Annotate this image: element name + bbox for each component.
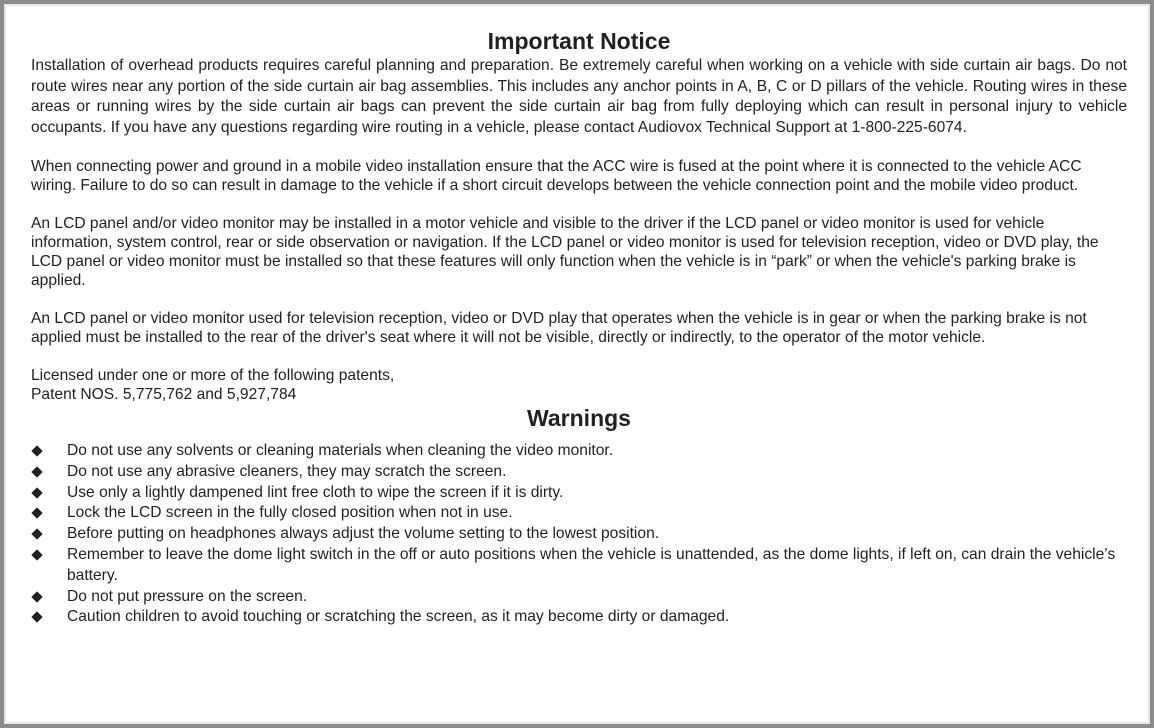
warning-item <box>31 483 1127 504</box>
diamond-bullet-icon <box>31 591 42 602</box>
diamond-bullet-icon <box>31 529 42 540</box>
notice-paragraph-airbag: Installation of overhead products requires careful planning and preparation. Be extremely careful when working on a vehicle with side curtain air bags. Do not route wires near any portion of the side curtain air bag assemblies. This includes any anchor points in A, B, C or D pillars of the vehicle. Routing wires in these areas or running wires by the side curtain air bags can prevent the side curtain air bag from fully deploying which can result in personal injury to vehicle occupants. If you have any questions regarding wire routing in a vehicle, please contact Audiovox Technical Support at 1-800-225-6074. <box>31 57 1127 136</box>
notice-paragraph-acc-wiring: When connecting power and ground in a mobile video installation ensure that the ACC wire is fused at the point where it is connected to the vehicle ACC wiring. Failure to do so can result in damage to the vehicle if a short circuit develops between the vehicle connection point and the mobile video product. <box>31 158 1082 194</box>
warning-item <box>31 545 1127 587</box>
warning-text: Do not use any solvents or cleaning materials when cleaning the video monitor. <box>67 442 614 459</box>
diamond-bullet-icon <box>31 466 42 477</box>
diamond-bullet-icon <box>31 508 42 519</box>
warning-text: Before putting on headphones always adjust the volume setting to the lowest position. <box>67 525 660 543</box>
warning-text: Remember to leave the dome light switch in the off or auto positions when the vehicle is unattended, as the dome lights, if left on, can drain the vehicle’s battery. <box>67 545 1116 584</box>
warnings-title: Warnings <box>527 405 631 431</box>
warning-item <box>31 587 1127 608</box>
notice-paragraph-lcd-visibility: An LCD panel and/or video monitor may be installed in a motor vehicle and visible to the driver if the LCD panel or video monitor is used for vehicle information, system control, rear or side observation or navigation. If the LCD panel or video monitor is used for television reception, video or DVD play, the LCD panel or video monitor must be installed so that these features will only function when the vehicle is in “park” or when the vehicle's parking brake is applied. <box>31 215 1099 289</box>
diamond-bullet-icon <box>31 445 42 456</box>
important-notice-title: Important Notice <box>487 28 671 54</box>
warnings-list <box>31 441 1127 628</box>
paragraph-spacer <box>31 138 1127 157</box>
warning-item <box>31 462 1127 483</box>
warning-item <box>31 607 1127 628</box>
warning-item <box>31 503 1127 524</box>
warning-item <box>31 524 1127 545</box>
diamond-bullet-icon <box>31 612 42 623</box>
warning-text: Do not put pressure on the screen. <box>67 587 308 605</box>
patents-license-line: Licensed under one or more of the following patents, <box>31 367 395 384</box>
warning-text: Lock the LCD screen in the fully closed position when not in use. <box>67 504 513 522</box>
notice-paragraph-lcd-rear-install: An LCD panel or video monitor used for television reception, video or DVD play that operates when the vehicle is in gear or when the parking brake is not applied must be installed to the rear of the driver's seat where it will not be visible, directly or indirectly, to the operator of the motor vehicle. <box>31 310 1087 346</box>
paragraph-spacer <box>31 290 1127 309</box>
diamond-bullet-icon <box>31 549 42 560</box>
paragraph-spacer <box>31 347 1127 366</box>
warning-text: Do not use any abrasive cleaners, they may scratch the screen. <box>67 462 507 480</box>
warning-item <box>31 441 1127 462</box>
diamond-bullet-icon <box>31 487 42 498</box>
document-page <box>4 4 1150 724</box>
patents-numbers-line: Patent NOS. 5,775,762 and 5,927,784 <box>31 386 297 403</box>
document-content <box>31 27 1127 628</box>
warning-text: Caution children to avoid touching or scratching the screen, as it may become dirty or damaged. <box>67 608 730 626</box>
paragraph-spacer <box>31 195 1127 214</box>
warning-text: Use only a lightly dampened lint free cloth to wipe the screen if it is dirty. <box>67 483 564 501</box>
